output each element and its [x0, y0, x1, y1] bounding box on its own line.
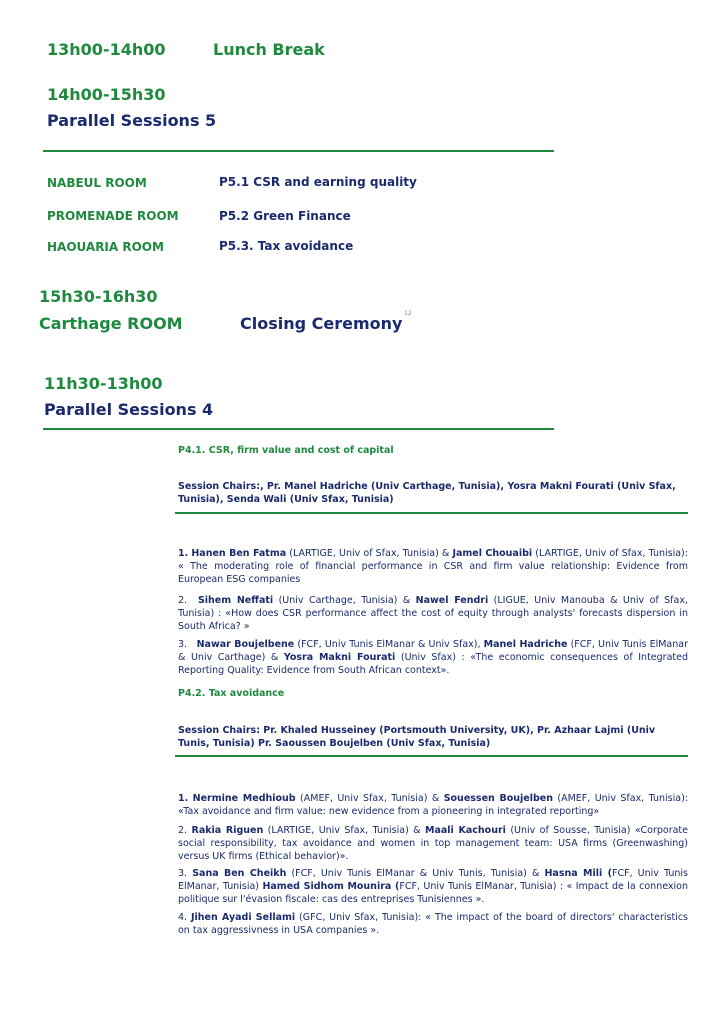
session-p5-3: P5.3. Tax avoidance: [219, 239, 354, 253]
divider: [43, 150, 554, 152]
closing-time: 15h30-16h30: [39, 287, 158, 306]
ps4-title: Parallel Sessions 4: [44, 400, 214, 419]
room-haouaria: HAOUARIA ROOM: [47, 240, 164, 254]
author-name: Sihem Neffati: [197, 595, 274, 606]
session-p5-1: P5.1 CSR and earning quality: [219, 175, 417, 189]
ps4-time: 11h30-13h00: [44, 374, 163, 393]
closing-label: Closing Ceremony: [240, 314, 403, 333]
paper-entry: 1. Hanen Ben Fatma (LARTIGE, Univ of Sfax, Tunisia) & Jamel Chouaibi (LARTIGE, Univ of Sfax, Tunisia): « The moderating role of financial performance in CSR and firm value relationship: Evidence from European ESG companies: [178, 548, 688, 585]
ps5-time: 14h00-15h30: [47, 85, 166, 104]
author-name: Hamed Sidhom Mounira (: [262, 881, 400, 892]
lunch-label: Lunch Break: [213, 40, 325, 59]
paper-entry: 4. Jihen Ayadi Sellami (GFC, Univ Sfax, Tunisia): « The impact of the board of directors' characteristics on tax aggressivness in USA companies ».: [178, 912, 688, 936]
author-name: Jihen Ayadi Sellami: [190, 912, 296, 923]
p42-chairs: Session Chairs: Pr. Khaled Husseiney (Portsmouth University, UK), Pr. Azhaar Lajmi (Univ Tunis, Tunisia) Pr. Saoussen Boujelben (Univ Sfax, Tunisia): [178, 725, 656, 749]
author-name: Rakia Riguen: [191, 825, 264, 836]
ps5-title: Parallel Sessions 5: [47, 111, 217, 130]
room-nabeul: NABEUL ROOM: [47, 176, 147, 190]
p41-chairs: Session Chairs:, Pr. Manel Hadriche (Univ Carthage, Tunisia), Yosra Makni Fourati (Univ Sfax, Tunisia), Senda Wali (Univ Sfax, Tunisia): [178, 481, 676, 505]
divider: [175, 755, 688, 757]
author-name: Souessen Boujelben: [443, 793, 553, 804]
paper-entry: 2. Sihem Neffati (Univ Carthage, Tunisia) & Nawel Fendri (LIGUE, Univ Manouba & Univ of Sfax, Tunisia) : «How does CSR performance affect the cost of equity through analysts' forecasts dispersion in South Africa? »: [178, 595, 688, 632]
author-name: Nawel Fendri: [415, 595, 489, 606]
paper-entry: 1. Nermine Medhioub (AMEF, Univ Sfax, Tunisia) & Souessen Boujelben (AMEF, Univ Sfax, Tunisia): «Tax avoidance and firm value: new evidence from a pioneering in integrated reporting»: [178, 793, 688, 817]
paper-entry: 2. Rakia Riguen (LARTIGE, Univ Sfax, Tunisia) & Maali Kachouri (Univ of Sousse, Tunisia) «Corporate social responsibility, tax avoidance and women in top management team: USA firms (Greenwashing) versus UK firms (Ethical behavior)».: [178, 825, 689, 862]
lunch-time: 13h00-14h00: [47, 40, 166, 59]
page-number: 12: [404, 310, 412, 317]
author-name: Maali Kachouri: [425, 825, 506, 836]
paper-entry: 3. Sana Ben Cheikh (FCF, Univ Tunis ElManar & Univ Tunis, Tunisia) & Hasna Mili (FCF, Univ Tunis ElManar, Tunisia) Hamed Sidhom Mounira (FCF, Univ Tunis ElManar, Tunisia) : « Impact de la connexion politique sur l'évasion fiscale: cas des entreprises Tunisiennes ».: [178, 868, 689, 905]
author-name: Nawar Boujelbene: [196, 639, 295, 650]
closing-room: Carthage ROOM: [39, 314, 183, 333]
divider: [175, 512, 688, 514]
author-name: Hanen Ben Fatma: [191, 548, 287, 559]
divider: [43, 428, 554, 430]
author-name: Hasna Mili (: [544, 868, 612, 879]
author-name: Sana Ben Cheikh: [192, 868, 287, 879]
author-name: Jamel Chouaibi: [452, 548, 533, 559]
room-promenade: PROMENADE ROOM: [47, 209, 179, 223]
author-name: Yosra Makni Fourati: [283, 652, 396, 663]
paper-entry: 3. Nawar Boujelbene (FCF, Univ Tunis ElManar & Univ Sfax), Manel Hadriche (FCF, Univ Tunis ElManar & Univ Carthage) & Yosra Makni Fourati (Univ Sfax) : «The economic consequences of Integrated Reporting Quality: Evidence from South African context».: [178, 639, 688, 676]
p42-title: P4.2. Tax avoidance: [178, 688, 285, 699]
author-name: Manel Hadriche: [483, 639, 568, 650]
author-name: Nermine Medhioub: [192, 793, 296, 804]
p41-title: P4.1. CSR, firm value and cost of capital: [178, 445, 394, 456]
session-p5-2: P5.2 Green Finance: [219, 209, 351, 223]
